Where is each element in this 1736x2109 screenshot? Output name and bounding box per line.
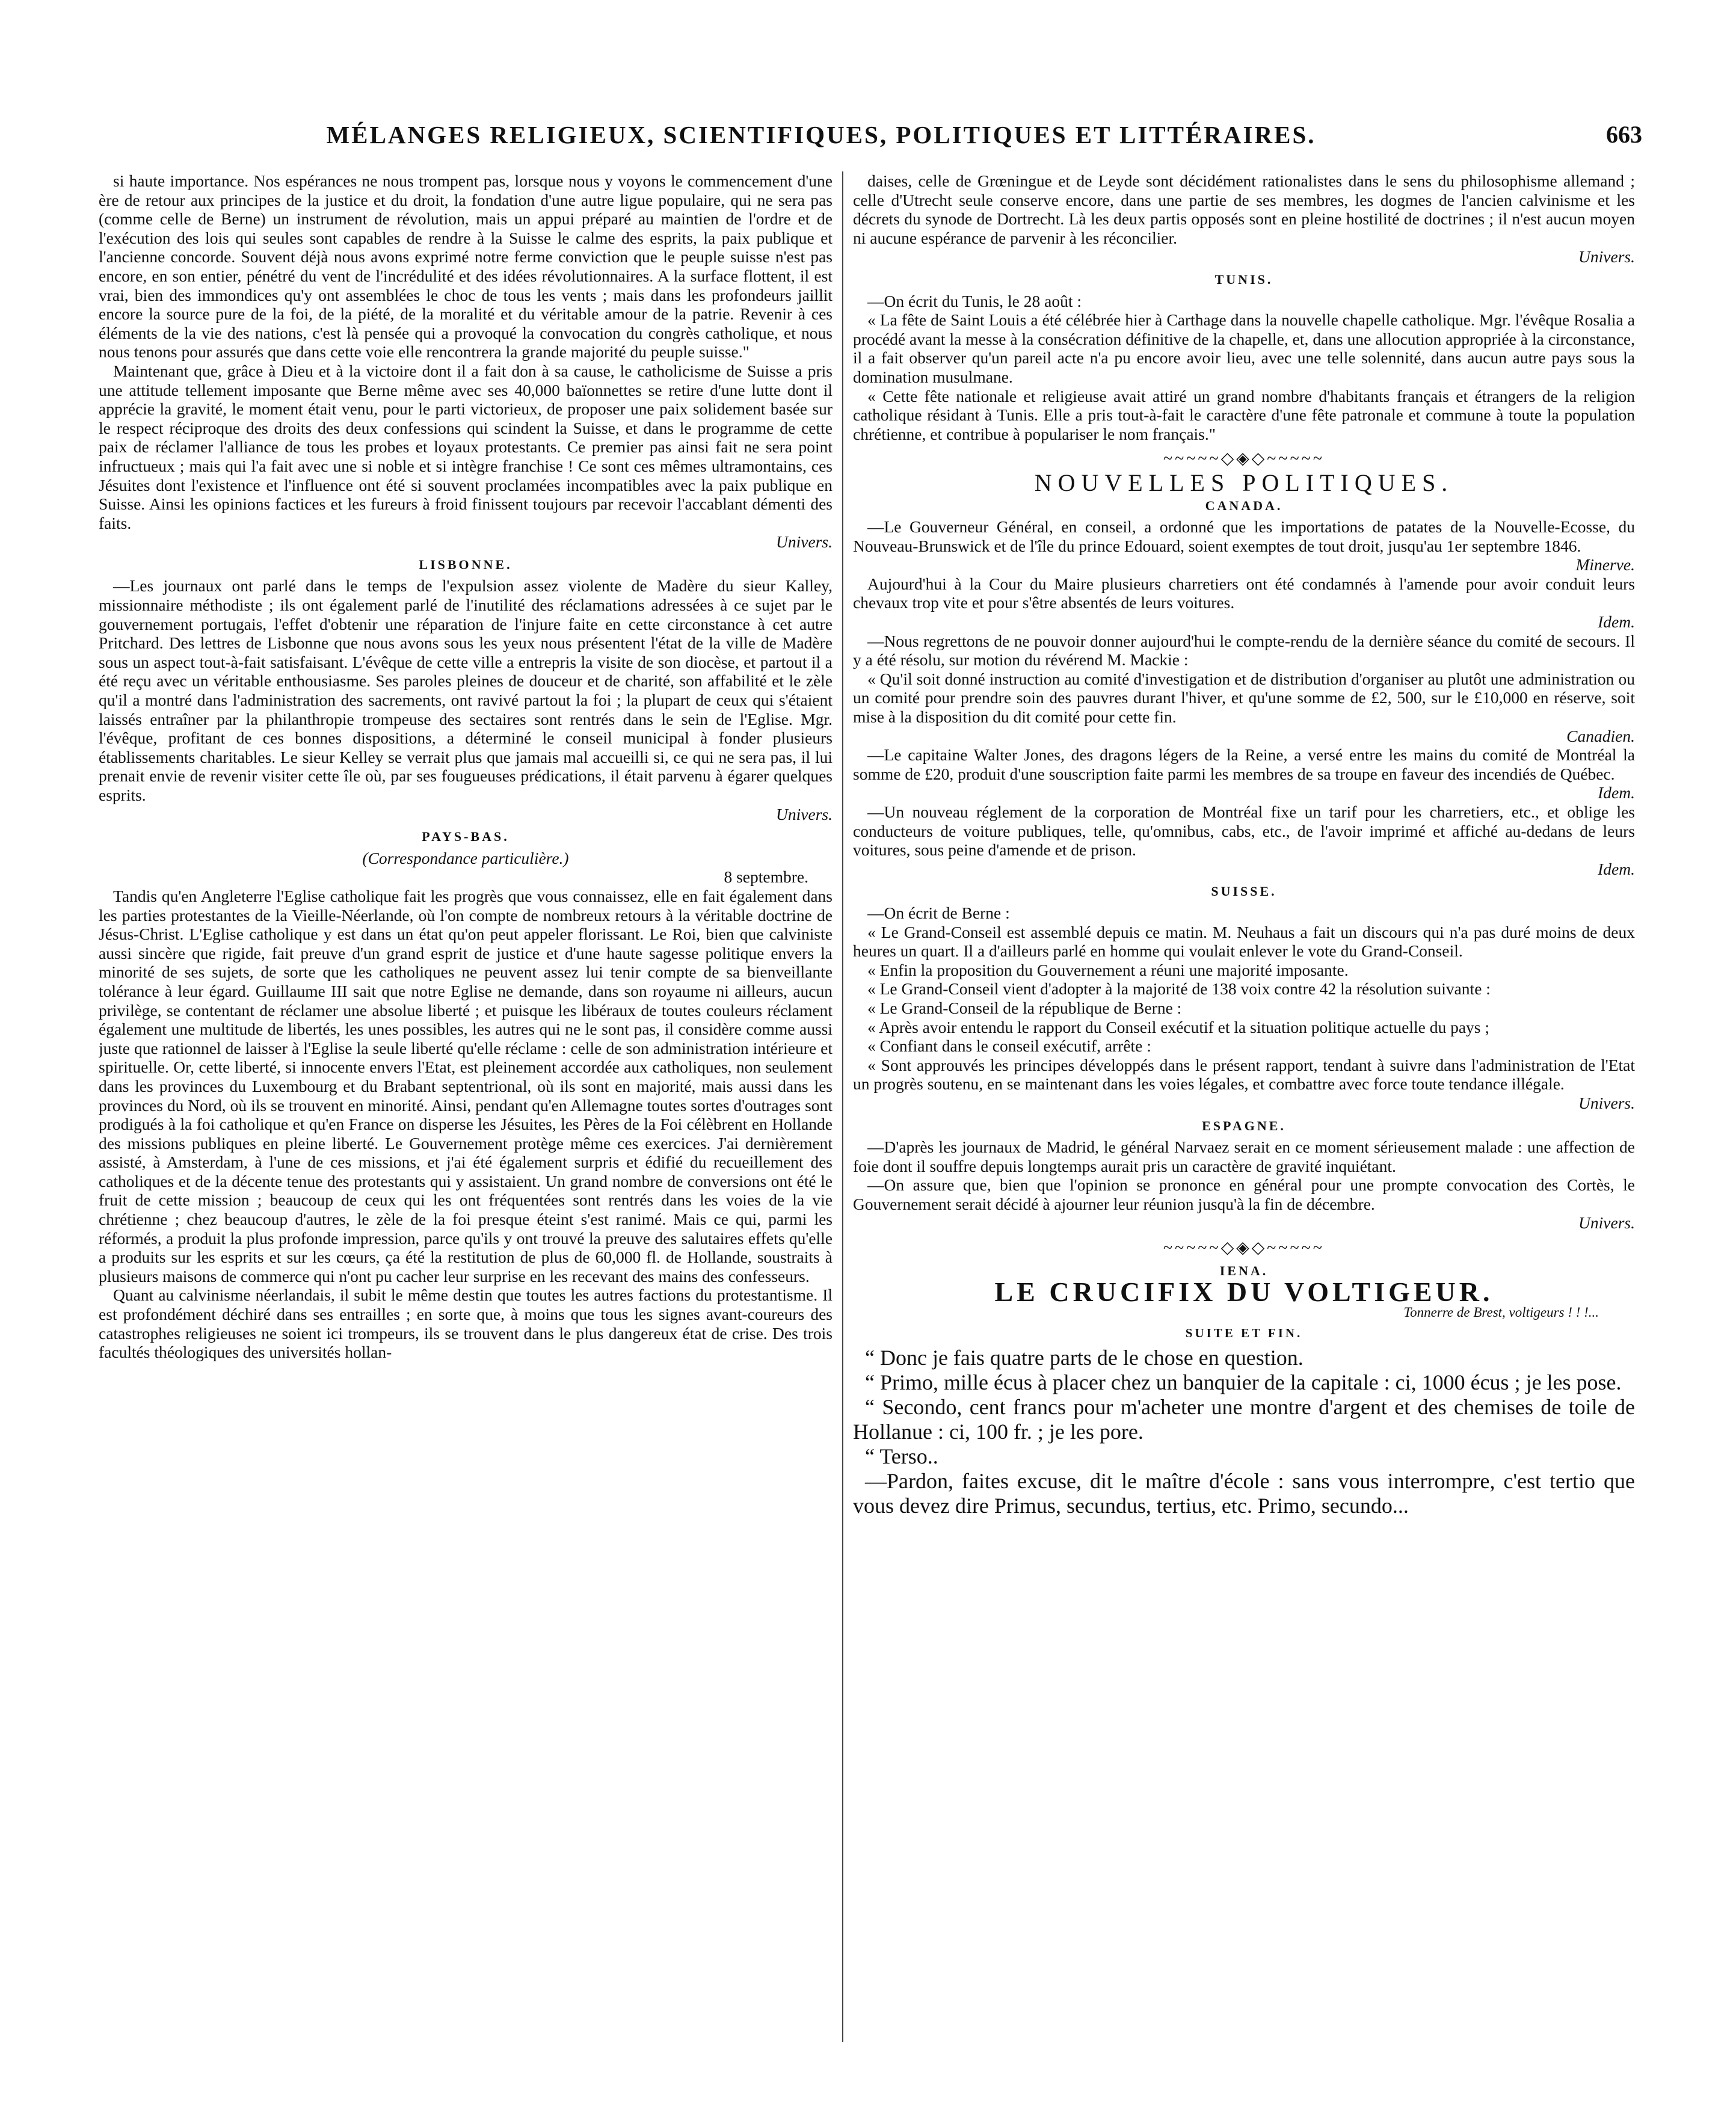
- ornament-divider: ~~~~~◇◈◇~~~~~: [1163, 1239, 1325, 1258]
- article-paragraph: « Le Grand-Conseil vient d'adopter à la majorité de 138 voix contre 42 la résolution suivante :: [867, 979, 1491, 999]
- page-header: [96, 120, 1642, 162]
- story-paragraph: “ Secondo, cent francs pour m'acheter une montre d'argent et des chemises de toile de Hollanue : ci, 100 fr. ; je les pore.: [853, 1395, 1635, 1444]
- source-signature: Idem.: [1598, 612, 1635, 632]
- article-paragraph: —On écrit de Berne :: [867, 903, 1010, 922]
- article-paragraph: —Le Gouverneur Général, en conseil, a ordonné que les importations de patates de la Nouvelle-Ecosse, du Nouveau-Brunswick et de l'île du prince Edouard, soient exemptes de tout droit, jusqu'au 1er septembre 1846.: [853, 517, 1635, 555]
- ornament-divider: ~~~~~◇◈◇~~~~~: [1163, 449, 1325, 469]
- source-signature: Univers.: [1578, 1213, 1635, 1233]
- section-heading-canada: CANADA.: [1205, 497, 1283, 513]
- article-paragraph: « Le Grand-Conseil est assemblé depuis ce matin. M. Neuhaus a fait un discours qui n'a pas duré moins de deux heures un quart. Il a d'ailleurs parlé en homme qui voulait enlever le vote du Grand-Conseil.: [853, 922, 1635, 961]
- article-paragraph: « Cette fête nationale et religieuse avait attiré un grand nombre d'habitants français et étrangers de la religion catholique résidant à Tunis. Elle a pris tout-à-fait le caractère d'une fête patronale et commune à toute la population chrétienne, et contribue à populariser le nom français.": [853, 386, 1635, 443]
- correspondence-note: (Correspondance particulière.): [362, 848, 569, 867]
- page-number: 663: [1606, 121, 1642, 148]
- article-paragraph: si haute importance. Nos espérances ne nous trompent pas, lorsque nous y voyons le commencement d'une ère de retour aux principes de la justice et du droit, la fondation d'une autre ligue populaire, qui ne sera pas (comme celle de Berne) un instrument de révolution, mais un appui préparé au maintien de l'ordre et de l'exécution des lois qui seules sont capables de rendre à la Suisse le calme des esprits, la paix publique et l'ancienne concorde. Souvent déjà nous avons exprimé notre ferme conviction que le peuple suisse n'est pas encore, en son entier, pénétré du vent de l'incrédulité et des idées révolutionnaires. A la surface flottent, il est vrai, bien des immondices qu'y ont assemblées le choc de tous les vents ; mais dans les profondeurs jaillit encore la source pure de la foi, de la piété, de la moralité et du véritable amour de la patrie. Revenir à ces éléments de la vie des nations, c'est là pensée qui a provoqué la convocation du congrès catholique, et nous nous tenons pour assurés que dans cette voie elle rencontrera la grande majorité du peuple suisse.": [99, 171, 833, 362]
- story-paragraph: “ Donc je fais quatre parts de le chose en question.: [865, 1346, 1304, 1370]
- source-signature: Idem.: [1598, 783, 1635, 802]
- left-column: [99, 171, 833, 2054]
- article-paragraph: « Après avoir entendu le rapport du Conseil exécutif et la situation politique actuelle du pays ;: [867, 1017, 1490, 1036]
- article-paragraph: « Sont approuvés les principes développés dans le présent rapport, tendant à suivre dans l'administration de l'Etat un progrès soutenu, en se maintenant dans les voies légales, et combattre avec force toute tendance illégale.: [853, 1055, 1635, 1094]
- section-heading-nouvelles-politiques: NOUVELLES POLITIQUES.: [1034, 469, 1454, 496]
- source-signature: Univers.: [1578, 1093, 1635, 1112]
- source-signature: Univers.: [776, 532, 833, 552]
- section-heading-lisbonne: LISBONNE.: [419, 556, 512, 572]
- column-divider: [842, 171, 843, 2042]
- source-signature: Univers.: [1578, 247, 1635, 266]
- section-heading-tunis: TUNIS.: [1214, 271, 1273, 287]
- right-column: [853, 171, 1635, 2054]
- article-paragraph: —On assure que, bien que l'opinion se prononce en général pour une prompte convocation des Cortès, le Gouvernement serait décidé à ajourner leur réunion jusqu'à la fin de décembre.: [853, 1175, 1635, 1213]
- feuilleton-motto: Tonnerre de Brest, voltigeurs ! ! !...: [1403, 1304, 1599, 1320]
- section-heading-espagne: ESPAGNE.: [1202, 1118, 1286, 1133]
- feuilleton-text: [853, 1346, 1635, 1518]
- article-paragraph: « Le Grand-Conseil de la république de Berne :: [867, 998, 1182, 1017]
- article-paragraph: Maintenant que, grâce à Dieu et à la victoire dont il a fait don à sa cause, le catholicisme de Suisse a pris une attitude tellement imposante que Berne même avec ses 40,000 baïonnettes se retire d'une lutte dont il apprécie la gravité, le moment était venu, pour le parti victorieux, de proposer une paix solidement basée sur le respect réciproque des droits des deux confessions qui scindent la Suisse, et dans le programme de cette paix de réclamer l'alliance de tous les probes et loyaux protestants. Ce premier pas ainsi fait ne sera point infructueux ; mais qui l'a fait avec une si noble et si intègre franchise ! Ce sont ces mêmes ultramontains, ces Jésuites dont l'existence et l'influence ont été si souvent proclamées incompatibles avec la paix publique en Suisse. Ainsi les opinions factices et les fureurs à froid finissent toujours par recevoir l'accablant démenti des faits.: [99, 361, 833, 532]
- story-paragraph: “ Primo, mille écus à placer chez un banquier de la capitale : ci, 1000 écus ; je les pose.: [865, 1370, 1622, 1395]
- article-paragraph: —Les journaux ont parlé dans le temps de l'expulsion assez violente de Madère du sieur Kalley, missionnaire méthodiste ; ils ont également parlé de l'inutilité des réclamations adressées à ce sujet par le gouvernement portugais, l'effet d'obtenir une réparation de l'injure faite en cette circonstance à cet autre Pritchard. Des lettres de Lisbonne que nous avons sous les yeux nous présentent l'état de la ville de Madère sous un aspect tout-à-fait satisfaisant. L'évêque de cette ville a entrepris la visite de son diocèse, et partout il a été reçu avec un véritable enthousiasme. Ses paroles pleines de douceur et de charité, son affabilité et le zèle qu'il a montré dans l'administration des sacrements, ont ravivé partout la foi ; la plupart de ceux qui s'étaient laissés entraîner par la philanthropie trompeuse des sectaires sont rentrés dans le sein de l'Eglise. Mgr. l'évêque, profitant de ces bonnes dispositions, a déterminé le conseil municipal à fonder plusieurs établissements charitables. Le sieur Kelley se verrait plus que jamais mal accueilli si, ce qui ne sera pas, il lui prenait envie de revenir visiter cette île où, par ses fougueuses prédications, il était parvenu à égarer quelques esprits.: [99, 576, 833, 804]
- article-paragraph: « La fête de Saint Louis a été célébrée hier à Carthage dans la nouvelle chapelle catholique. Mgr. l'évêque Rosalia a procédé avant la messe à la consécration définitive de la chapelle, et, dans une allocution appropriée à la circonstance, il a fait observer qu'un pareil acte n'a pu encore avoir lieu, avec une telle solennité, dans aucun autre pays sous la domination musulmane.: [853, 310, 1635, 386]
- article-paragraph: —On écrit du Tunis, le 28 août :: [867, 291, 1082, 310]
- story-paragraph: —Pardon, faites excuse, dit le maître d'école : sans vous interrompre, c'est tertio que vous devez dire Primus, secundus, tertius, etc. Primo, secundo...: [853, 1469, 1635, 1518]
- article-paragraph: —Le capitaine Walter Jones, des dragons légers de la Reine, a versé entre les mains du comité de Montréal la somme de £20, produit d'une souscription faite parmi les membres de sa troupe en faveur des incendiés de Québec.: [853, 745, 1635, 783]
- section-heading-pays-bas: PAYS-BAS.: [422, 829, 509, 845]
- article-paragraph: « Qu'il soit donné instruction au comité d'investigation et de distribution d'organiser au plutôt une administration ou un comité pour prendre soin des pauvres durant l'hiver, et qu'une somme de £2, 500, sur le £10,000 en réserve, soit mise à la disposition du dit comité pour cette fin.: [853, 669, 1635, 727]
- article-paragraph: —D'après les journaux de Madrid, le général Narvaez serait en ce moment sérieusement malade : une affection de foie dont il souffre depuis longtemps aurait pris un caractère de gravité inquiétant.: [853, 1138, 1635, 1175]
- article-paragraph: « Enfin la proposition du Gouvernement a réuni une majorité imposante.: [867, 960, 1349, 979]
- article-paragraph: —Un nouveau réglement de la corporation de Montréal fixe un tarif pour les charretiers, etc., et oblige les conducteurs de voiture publiques, telle, qu'omnibus, cabs, etc., de l'avoir imprimé et affiché au-dedans de leurs voitures, sous peine d'amende et de prison.: [853, 802, 1635, 860]
- feuilleton-title: LE CRUCIFIX DU VOLTIGEUR.: [994, 1276, 1494, 1308]
- article-paragraph: Quant au calvinisme néerlandais, il subit le même destin que toutes les autres factions du protestantisme. Il est profondément déchiré dans ses entrailles ; en sorte que, à moins que tous les signes avant-coureurs des catastrophes religieuses ne soient ici trompeurs, ils se trouvent dans le plus dangereux état de crise. Des trois facultés théologiques des universités hollan-: [99, 1285, 833, 1362]
- article-paragraph: daises, celle de Grœningue et de Leyde sont décidément rationalistes dans le sens du philosophisme allemand ; celle d'Utrecht seule conserve encore, dans une partie de ses membres, les dogmes de l'ancien calvinisme et les décrets du synode de Dortrecht. Là les deux partis opposés sont en pleine hostilité de doctrines ; il n'est aucun moyen ni aucune espérance de parvenir à les réconcilier.: [853, 171, 1635, 247]
- source-signature: Idem.: [1598, 859, 1635, 878]
- article-paragraph: Aujourd'hui à la Cour du Maire plusieurs charretiers ont été condamnés à l'amende pour avoir conduit leurs chevaux trop vite et pour s'être absentés de leurs voitures.: [853, 574, 1635, 612]
- section-heading-suisse: SUISSE.: [1211, 884, 1277, 899]
- section-heading-iena: IENA.: [1219, 1263, 1269, 1278]
- source-signature: Minerve.: [1575, 555, 1635, 574]
- article-paragraph: « Confiant dans le conseil exécutif, arrête :: [867, 1036, 1151, 1056]
- running-title: MÉLANGES RELIGIEUX, SCIENTIFIQUES, POLITIQUES ET LITTÉRAIRES.: [326, 121, 1316, 149]
- feuilleton-subtitle: SUITE ET FIN.: [1185, 1326, 1303, 1341]
- dateline: 8 septembre.: [724, 867, 808, 887]
- story-paragraph: “ Terso..: [865, 1444, 938, 1469]
- article-paragraph: Tandis qu'en Angleterre l'Eglise catholique fait les progrès que vous connaissez, elle en fait également dans les parties protestantes de la Vieille-Néerlande, où l'on compte de nombreux retours à la véritable doctrine de Jésus-Christ. L'Eglise catholique y est dans un état qu'on peut appeler florissant. Le Roi, bien que calviniste aussi sincère que rigide, fait preuve d'un grand esprit de justice et d'une haute sagesse politique envers la minorité de ses sujets, de sorte que les catholiques ne peuvent assez lui tenir compte de sa bienveillante tolérance à leur égard. Guillaume III sait que notre Eglise ne demande, dans son royaume ni ailleurs, aucun privilège, se contentant de réclamer une absolue liberté ; et puisque les libéraux de toutes couleurs réclament également une multitude de libertés, les unes possibles, les autres qui ne le sont pas, il considère comme aussi juste que rationnel de laisser à l'Eglise la seule liberté qu'elle réclame : celle de son administration intérieure et spirituelle. Or, cette liberté, si innocente envers l'Etat, est pleinement accordée aux catholiques, non seulement dans les provinces du Luxembourg et du Brabant septentrional, où ils sont en majorité, mais aussi dans les provinces du Nord, où ils se trouvent en minorité. Ainsi, pendant qu'en Allemagne toutes sortes d'outrages sont prodigués à la foi catholique et qu'en France on disperse les Jésuites, les Pères de la Foi célèbrent en Hollande des missions publiques en pleine liberté. Le Gouvernement protège même ces exercices. J'ai dernièrement assisté, à Amsterdam, à l'une de ces missions, et j'ai été également surpris et édifié du recueillement des catholiques et de la décente tenue des protestants qui y assistaient. Un grand nombre de conversions ont été le fruit de cette mission ; beaucoup de ceux qui les ont fréquentées sont rentrés dans les voies de la vie chrétienne ; chez beaucoup d'autres, le zèle de la foi presque éteint s'est ranimé. Mais ce qui, parmi les réformés, a produit la plus profonde impression, parce qu'ils y ont trouvé la preuve des salutaires effets qu'elle a produits sur les esprits et sur les cœurs, ça été la restitution de plus de 60,000 fl. de Hollande, soustraits à plusieurs maisons de commerce qui n'ont pu cacher leur surprise en les recevant des mains des confesseurs.: [99, 886, 833, 1285]
- source-signature: Univers.: [776, 804, 833, 824]
- article-paragraph: —Nous regrettons de ne pouvoir donner aujourd'hui le compte-rendu de la dernière séance du comité de secours. Il y a été résolu, sur motion du révérend M. Mackie :: [853, 631, 1635, 670]
- source-signature: Canadien.: [1566, 726, 1635, 745]
